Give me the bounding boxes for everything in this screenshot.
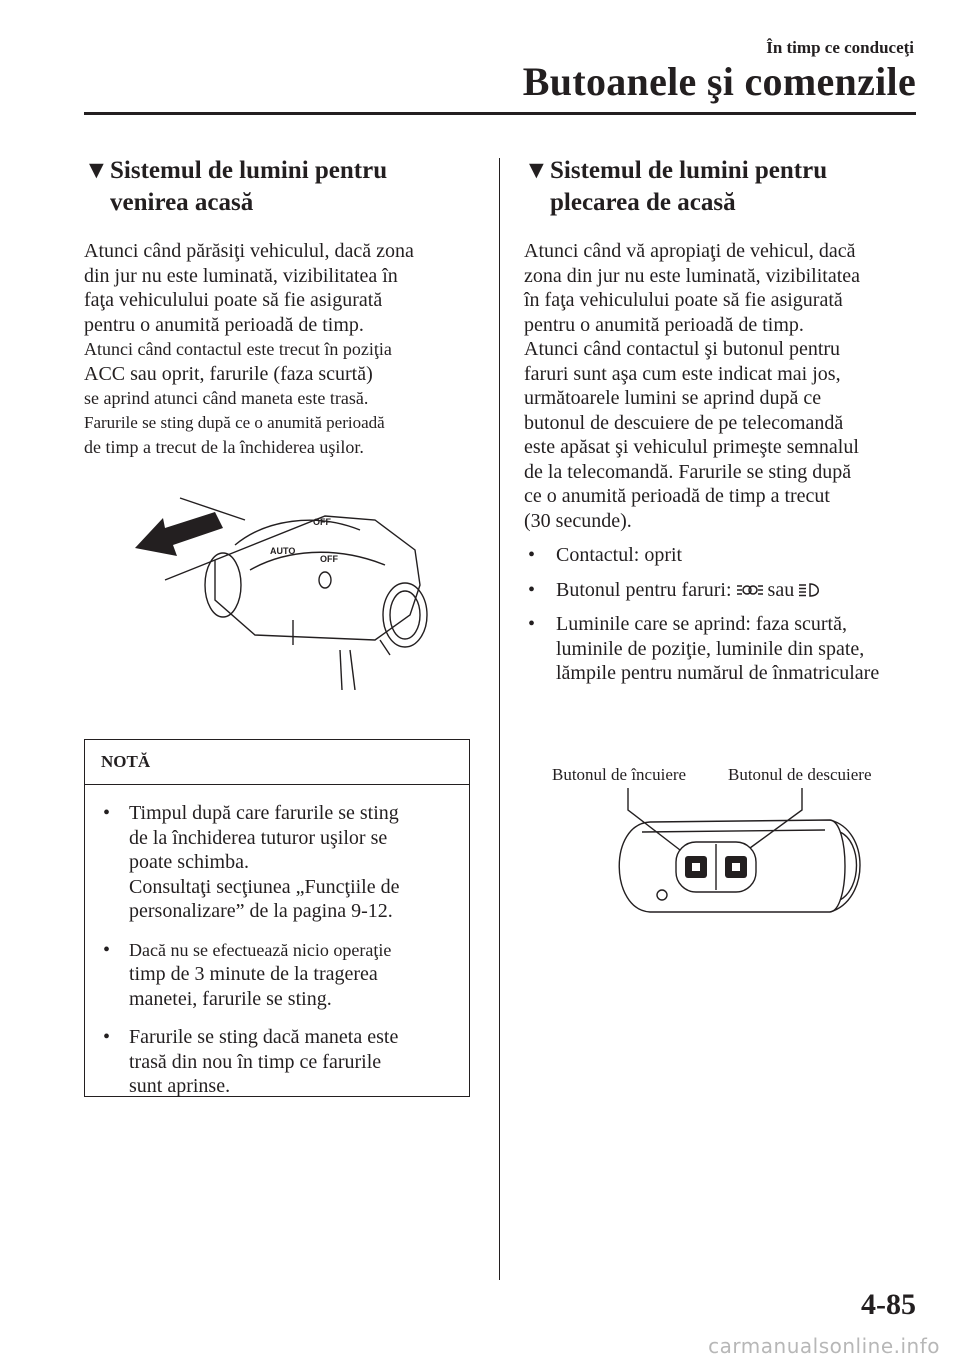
column-divider	[499, 158, 500, 1280]
title-line: Sistemul de lumini pentru	[550, 157, 828, 184]
paragraph-line: Atunci când contactul este trecut în poziţia	[84, 339, 392, 359]
header-section-label: În timp ce conduceţi	[766, 38, 914, 57]
section-title-coming-home	[84, 155, 474, 219]
paragraph-line: se aprind atunci când maneta este trasă.	[84, 388, 369, 408]
paragraph-line: zona din jur nu este luminată, vizibilitatea	[524, 264, 861, 287]
note-bullet	[99, 801, 455, 924]
paragraph-line: butonul de descuiere de pe telecomandă	[524, 411, 844, 434]
bullet-icon: •	[103, 802, 111, 824]
coming-home-paragraph	[84, 239, 474, 460]
stalk-off-label: OFF	[320, 554, 338, 564]
page-number: 4-85	[861, 1288, 916, 1321]
bullet-line: Dacă nu se efectuează nicio operaţie	[129, 939, 392, 960]
paragraph-line: în faţa vehiculului poate să fie asigurată	[524, 289, 843, 311]
right-column	[524, 155, 924, 686]
bullet-line: personalizare” de la pagina 9-12.	[129, 900, 393, 922]
bullet-line: luminile de poziţie, luminile din spate,	[556, 637, 865, 660]
triangle-marker-icon: ▼	[84, 157, 109, 184]
paragraph-line: faruri sunt aşa cum este indicat mai jos,	[524, 362, 841, 385]
title-line: Sistemul de lumini pentru	[110, 157, 388, 184]
bullet-line: poate schimba.	[129, 851, 249, 873]
paragraph-line: ce o anumită perioadă de timp a trecut	[524, 485, 830, 507]
paragraph-line: Farurile se sting după ce o anumită perioadă	[84, 412, 385, 432]
paragraph-line: (30 secunde).	[524, 509, 632, 532]
bullet-line: sunt aprinse.	[129, 1075, 231, 1097]
bullet-line: manetei, farurile se sting.	[129, 987, 332, 1010]
bullet-line: Luminile care se aprind: faza scurtă,	[556, 613, 847, 635]
pull-direction-arrow-icon	[135, 512, 223, 556]
paragraph-line: este apăsat şi vehiculul primeşte semnalul	[524, 436, 859, 458]
list-item	[524, 612, 924, 686]
stalk-off-label: OFF	[313, 517, 331, 527]
bullet-line: Farurile se sting dacă maneta este	[129, 1026, 399, 1048]
paragraph-line: de la telecomandă. Farurile se sting după	[524, 460, 852, 483]
header-rule	[84, 112, 916, 115]
lock-button-icon	[685, 856, 707, 878]
paragraph-line: din jur nu este luminată, vizibilitatea în	[84, 264, 398, 287]
unlock-button-icon	[725, 856, 747, 878]
page-title: Butoanele şi comenzile	[522, 59, 916, 104]
bullet-icon: •	[528, 578, 536, 601]
bullet-line: Consultaţi secţiunea „Funcţiile de	[129, 875, 400, 898]
bullet-line: Contactul: oprit	[556, 544, 683, 566]
note-bullet	[99, 1025, 455, 1099]
title-line: plecarea de acasă	[550, 189, 736, 216]
watermark: carmanualsonline.info	[708, 1334, 940, 1358]
note-heading: NOTĂ	[85, 740, 469, 785]
paragraph-line: de timp a trecut de la închiderea uşilor.	[84, 437, 364, 457]
paragraph-line: Atunci când contactul şi butonul pentru	[524, 338, 841, 360]
bullet-icon: •	[528, 613, 536, 635]
headlight-stalk-illustration	[135, 490, 435, 690]
triangle-marker-icon: ▼	[524, 157, 549, 184]
headlight-icon	[798, 582, 824, 598]
paragraph-line: ACC sau oprit, farurile (faza scurtă)	[84, 362, 373, 385]
paragraph-line: pentru o anumită perioadă de timp.	[524, 313, 804, 336]
section-title-leaving-home	[524, 155, 924, 219]
paragraph-line: pentru o anumită perioadă de timp.	[84, 313, 364, 336]
bullet-line: timp de 3 minute de la tragerea	[129, 963, 378, 985]
paragraph-line: Atunci când vă apropiaţi de vehicul, dacă	[524, 240, 856, 262]
list-item	[524, 543, 924, 568]
bullet-line: trasă din nou în timp ce farurile	[129, 1050, 382, 1073]
parking-lights-icon	[736, 582, 764, 598]
bullet-line: de la închiderea tuturor uşilor se	[129, 826, 388, 849]
bullet-line: Timpul după care farurile se sting	[129, 802, 399, 824]
conditions-list	[524, 543, 924, 686]
lock-button-label: Butonul de încuiere	[552, 765, 687, 784]
list-item	[524, 578, 924, 603]
bullet-line: sau	[767, 578, 795, 601]
paragraph-line: următoarele lumini se aprind după ce	[524, 387, 822, 409]
leaving-home-paragraph	[524, 239, 924, 533]
key-fob-illustration	[540, 760, 900, 940]
note-body	[85, 785, 469, 1099]
note-bullet	[99, 938, 455, 1012]
bullet-icon: •	[103, 938, 111, 961]
note-box	[84, 739, 470, 1097]
bullet-icon: •	[103, 1026, 111, 1048]
bullet-line: lămpile pentru numărul de înmatriculare	[556, 662, 880, 684]
left-column	[84, 155, 474, 460]
unlock-button-label: Butonul de descuiere	[728, 765, 872, 784]
stalk-auto-label: AUTO	[270, 546, 296, 556]
bullet-icon: •	[528, 544, 536, 566]
paragraph-line: Atunci când părăsiţi vehiculul, dacă zona	[84, 240, 414, 262]
bullet-line: Butonul pentru faruri:	[556, 578, 732, 601]
title-line: venirea acasă	[110, 189, 254, 216]
paragraph-line: faţa vehiculului poate să fie asigurată	[84, 289, 383, 311]
